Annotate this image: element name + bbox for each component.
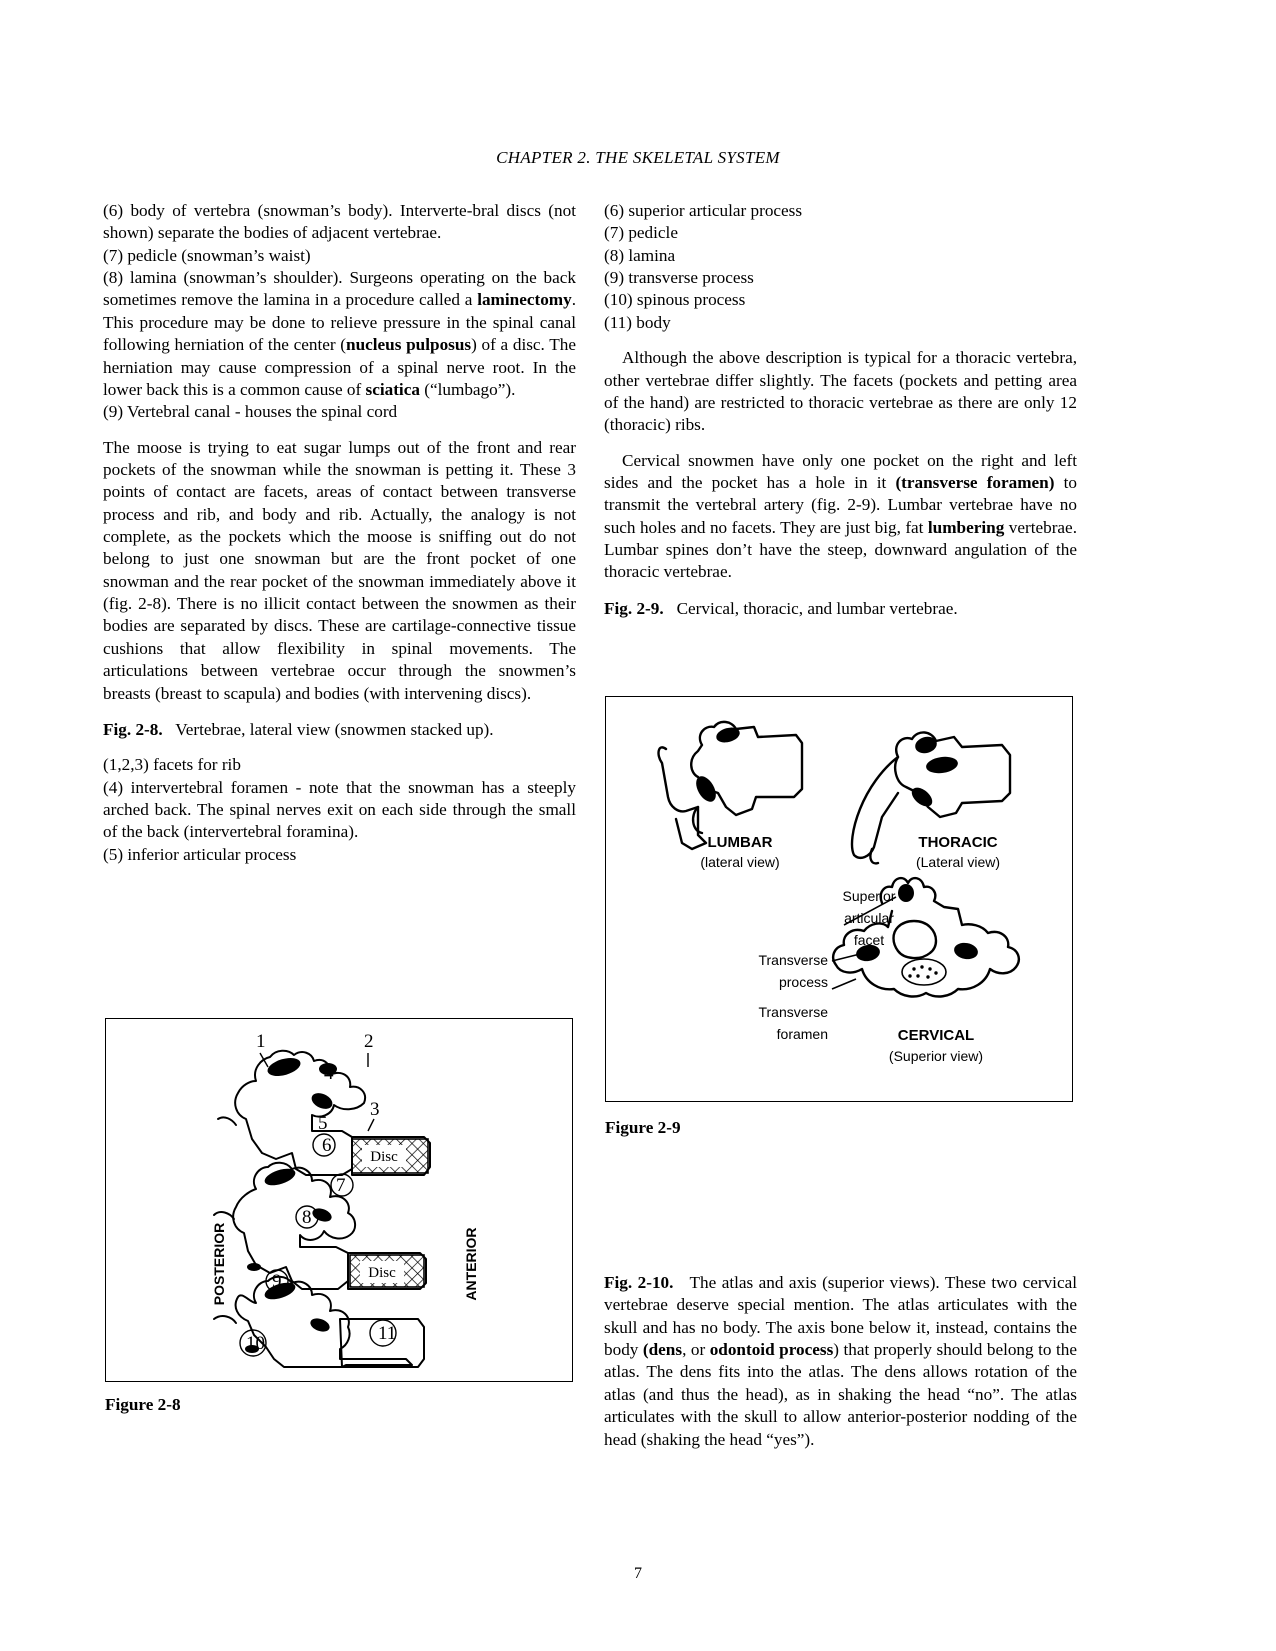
figure-2-9-caption-text: Cervical, thoracic, and lumbar vertebrae. bbox=[676, 598, 958, 618]
figure-2-9-label: Figure 2-9 bbox=[605, 1118, 681, 1137]
cervical-text-3: vertebrae. Lumbar spines don’t have the steep, downward angulation of the thoracic vertebrae. bbox=[604, 517, 1077, 582]
paragraph-moose: The moose is trying to eat sugar lumps out of the front and rear pockets of the snowman while the snowman is petting it. These 3 points of contact are facets, areas of contact between transverse process and rib, and body and rib. Actually, the analogy is not complete, as the pockets which the moose is sniffing out do not belong to just one snowman but are the front pocket of one snowman and the rear pocket of the snowman immediately above it (fig. 2-8). There is no illicit contact between the snowmen as their bodies are separated by discs. These are cartilage-connective tissue cushions that allow flexibility in spinal movements. The articulations between vertebrae occur through the snowmen’s breasts (breast to scapula) and bodies (with intervening discs). bbox=[103, 437, 576, 703]
figure-2-9-callout-tp-2: process bbox=[778, 974, 828, 990]
list-item: (4) intervertebral foramen - note that the snowman has a steeply arched back. The spinal nerves exit on each side through the small of the back (intervertebral foramina). bbox=[103, 777, 576, 842]
figure-callout-4: 4 bbox=[324, 1063, 334, 1084]
figure-2-10-caption-block bbox=[604, 1272, 1077, 1451]
list-item: (1,2,3) facets for rib bbox=[103, 755, 241, 775]
term-odontoid-process: odontoid process bbox=[709, 1340, 834, 1360]
figure-2-9-sub-thoracic: (Lateral view) bbox=[915, 854, 1001, 870]
figure-2-9-label-thoracic: THORACIC bbox=[918, 834, 998, 851]
item8-text-4: (“lumbago”). bbox=[419, 379, 516, 399]
list-item: (6) superior articular process bbox=[604, 201, 803, 220]
figure-2-8-label-anterior: ANTERIOR bbox=[463, 1227, 479, 1301]
figure-2-9-callout-superior-3: facet bbox=[853, 932, 885, 948]
list-item: (9) Vertebral canal - houses the spinal cord bbox=[103, 402, 398, 422]
figure-2-8-caption-text: Vertebrae, lateral view (snowmen stacked up). bbox=[175, 719, 494, 739]
paragraph-cervical bbox=[604, 450, 1077, 584]
figure-2-9-label-lumbar: LUMBAR bbox=[707, 834, 773, 851]
item8-text-3: ) of a disc. The herniation may cause compression of a spinal nerve root. In the lower back this is a common cause of bbox=[103, 335, 576, 399]
cervical-text-1: Cervical snowmen have only one pocket on the right and left sides and the pocket has a hole in it bbox=[604, 450, 1077, 492]
term-dens: (dens bbox=[642, 1340, 683, 1360]
list-item: (9) transverse process bbox=[604, 268, 754, 288]
figure-2-9-svg bbox=[606, 697, 1069, 1098]
figure-2-9-sub-lumbar: (lateral view) bbox=[700, 854, 780, 870]
running-head: CHAPTER 2. THE SKELETAL SYSTEM bbox=[496, 148, 780, 167]
fig210-text-1: The atlas and axis (superior views). These two cervical vertebrae deserve special mention. The atlas articulates with the skull and has no body. The axis bone below it, instead, contains the body bbox=[604, 1273, 1077, 1360]
figure-2-9-caption bbox=[604, 598, 1077, 620]
figure-2-9-callout-tf-1: Transverse bbox=[758, 1004, 828, 1020]
figure-2-8-disc-label: Disc bbox=[370, 1149, 398, 1165]
figure-callout-8: 8 bbox=[302, 1207, 312, 1228]
list-item: (6) body of vertebra (snowman’s body). Interverte-bral discs (not shown) separate the bodies of adjacent vertebrae. bbox=[103, 201, 576, 243]
figure-2-10-caption bbox=[604, 1272, 1077, 1451]
term-laminectomy: laminectomy bbox=[477, 290, 572, 310]
figure-2-8-label: Figure 2-8 bbox=[105, 1395, 181, 1414]
figure-callout-9: 9 bbox=[272, 1271, 282, 1292]
figure-2-9-callout-superior-2: articular bbox=[844, 910, 894, 926]
fig210-text-3: ) that properly should belong to the atlas. The dens fits into the atlas. The dens allows rotation of the atlas (and thus the head), as in shaking the head “no”. The atlas articulates with the skull to allow anterior-posterior nodding of the head (shaking the head “yes”). bbox=[604, 1340, 1078, 1449]
cervical-text-2: to transmit the vertebral artery (fig. 2-9). Lumbar vertebrae have no such holes and no facets. They are just big, fat bbox=[604, 472, 1077, 537]
paragraph-thoracic: Although the above description is typical for a thoracic vertebra, other vertebrae differ slightly. The facets (pockets and petting area of the hand) are restricted to thoracic vertebrae as there are only 12 (thoracic) ribs. bbox=[604, 348, 1077, 435]
figure-2-8-caption-label: Fig. 2-8. bbox=[103, 719, 163, 739]
item8-text-1: (8) lamina (snowman’s shoulder). Surgeons operating on the back sometimes remove the lamina in a procedure called a bbox=[103, 268, 576, 310]
list-item: (11) body bbox=[604, 312, 671, 332]
figure-callout-2: 2 bbox=[364, 1031, 374, 1052]
term-lumbering: lumbering bbox=[927, 517, 1005, 537]
list-item: (8) lamina bbox=[604, 245, 676, 265]
figure-2-9-sub-cervical: (Superior view) bbox=[888, 1048, 984, 1064]
figure-2-10-caption-label: Fig. 2-10. bbox=[604, 1273, 674, 1292]
item8-text-2: . This procedure may be done to relieve pressure in the spinal canal following herniation of the center ( bbox=[103, 290, 576, 355]
figure-callout-3: 3 bbox=[370, 1099, 380, 1120]
figure-2-8-svg bbox=[106, 1019, 569, 1378]
figure-callout-6: 6 bbox=[322, 1135, 332, 1156]
figure-callout-11: 11 bbox=[378, 1323, 397, 1344]
term-nucleus-pulposus: nucleus pulposus bbox=[346, 335, 472, 355]
figure-callout-1: 1 bbox=[256, 1031, 266, 1052]
figure-2-8-image bbox=[105, 1018, 573, 1382]
page-number: 7 bbox=[634, 1565, 642, 1582]
list-item: (5) inferior articular process bbox=[103, 844, 297, 864]
figure-2-9-label-cervical: CERVICAL bbox=[897, 1027, 975, 1044]
right-column bbox=[604, 200, 1077, 620]
figure-callout-10: 10 bbox=[246, 1333, 265, 1354]
list-item-8 bbox=[103, 267, 576, 401]
list-item: (7) pedicle bbox=[604, 223, 678, 243]
figure-2-9-callout-tf-2: foramen bbox=[776, 1026, 828, 1042]
fig210-text-2: , or bbox=[682, 1340, 710, 1360]
figure-callout-5: 5 bbox=[318, 1113, 328, 1134]
term-transverse-foramen: (transverse foramen) bbox=[895, 472, 1055, 492]
figure-2-8-disc-label: Disc bbox=[368, 1265, 396, 1281]
figure-2-9-callout-tp-1: Transverse bbox=[758, 952, 828, 968]
figure-2-8-caption bbox=[103, 719, 576, 741]
term-sciatica: sciatica bbox=[365, 379, 420, 399]
figure-2-9-image bbox=[605, 696, 1073, 1102]
list-item: (10) spinous process bbox=[604, 290, 746, 310]
list-item: (7) pedicle (snowman’s waist) bbox=[103, 245, 311, 265]
figure-2-8-label-posterior: POSTERIOR bbox=[211, 1222, 227, 1306]
figure-2-9-caption-label: Fig. 2-9. bbox=[604, 598, 664, 618]
figure-callout-7: 7 bbox=[336, 1175, 346, 1196]
left-column bbox=[103, 200, 576, 866]
figure-2-9-callout-superior-1: Superior bbox=[842, 888, 896, 904]
